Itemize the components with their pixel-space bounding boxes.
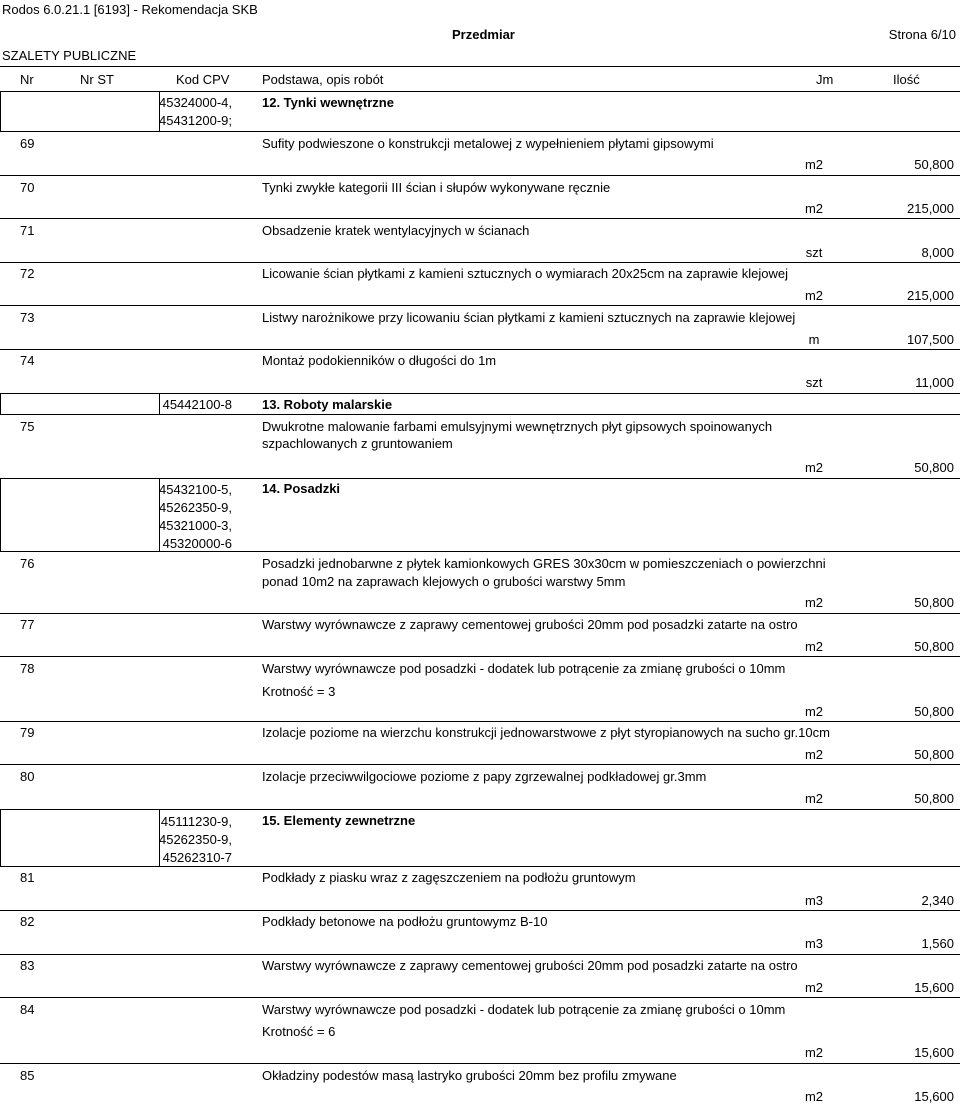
row-unit: m3 [804, 893, 824, 908]
row-description: Dwukrotne malowanie farbami emulsyjnymi wewnętrznych płyt gipsowych spoinowanych [262, 419, 773, 434]
cpv-code: 45262350-9, [158, 832, 232, 847]
row-description: Okładziny podestów masą lastryko grubości 20mm bez profilu zmywane [262, 1068, 677, 1083]
cpv-code: 45262310-7 [162, 850, 232, 865]
col-nr: Nr [20, 72, 34, 87]
row-quantity: 8,000 [921, 245, 954, 260]
row-unit: m2 [804, 791, 824, 806]
row-unit: m2 [804, 980, 824, 995]
row-description: Warstwy wyrównawcze z zaprawy cementowej grubości 20mm pod posadzki zatarte na ostro [262, 958, 798, 973]
group-blank-cell [0, 809, 160, 867]
row-quantity: 50,800 [914, 639, 954, 654]
group-title: 14. Posadzki [262, 481, 341, 496]
row-number: 83 [20, 958, 35, 973]
row-description: Listwy narożnikowe przy licowaniu ścian płytkami z kamieni sztucznych na zaprawie klejowej [262, 310, 796, 325]
row-number: 75 [20, 419, 35, 434]
row-quantity: 215,000 [907, 288, 954, 303]
row-description: szpachlowanych z gruntowaniem [262, 436, 453, 451]
row-unit: m2 [804, 747, 824, 762]
group-blank-cell [0, 393, 160, 415]
row-quantity: 15,600 [914, 980, 954, 995]
group-title: 12. Tynki wewnętrzne [262, 95, 394, 110]
row-description: Podkłady z piasku wraz z zagęszczeniem na podłożu gruntowym [262, 870, 636, 885]
cpv-code: 45111230-9, [160, 814, 232, 829]
col-kod-cpv: Kod CPV [176, 72, 230, 87]
row-quantity: 50,800 [914, 704, 954, 719]
row-unit: m2 [804, 288, 824, 303]
row-number: 77 [20, 617, 35, 632]
row-unit: szt [805, 375, 823, 390]
row-unit: m [808, 332, 820, 347]
row-description: Tynki zwykłe kategorii III ścian i słupów wykonywane ręcznie [262, 180, 611, 195]
group-blank-cell [0, 91, 160, 132]
row-description: Montaż podokienników o długości do 1m [262, 353, 497, 368]
row-unit: m2 [804, 704, 824, 719]
row-quantity: 50,800 [914, 747, 954, 762]
row-number: 82 [20, 914, 35, 929]
row-number: 76 [20, 556, 35, 571]
row-quantity: 1,560 [921, 936, 954, 951]
row-number: 70 [20, 180, 35, 195]
row-unit: m2 [804, 1045, 824, 1060]
row-quantity: 15,600 [914, 1045, 954, 1060]
row-multiplier: Krotność = 6 [262, 1024, 336, 1039]
row-quantity: 50,800 [914, 460, 954, 475]
row-description: Warstwy wyrównawcze pod posadzki - dodatek lub potrącenie za zmianę grubości o 10mm [262, 1002, 786, 1017]
row-quantity: 50,800 [914, 595, 954, 610]
cpv-code: 45321000-3, [158, 518, 232, 533]
col-jm: Jm [816, 72, 834, 87]
row-unit: m2 [804, 157, 824, 172]
cpv-code: 45432100-5, [158, 482, 232, 497]
row-quantity: 215,000 [907, 201, 954, 216]
row-description: Posadzki jednobarwne z płytek kamionkowych GRES 30x30cm w pomieszczeniach o powierzchni [262, 556, 826, 571]
row-number: 71 [20, 223, 35, 238]
row-description: ponad 10m2 na zaprawach klejowych o grubości warstwy 5mm [262, 574, 626, 589]
row-description: Podkłady betonowe na podłożu gruntowymz B-10 [262, 914, 548, 929]
doc-title: Przedmiar [452, 27, 515, 42]
row-unit: m2 [804, 460, 824, 475]
row-multiplier: Krotność = 3 [262, 684, 336, 699]
row-number: 78 [20, 661, 35, 676]
row-unit: m2 [804, 201, 824, 216]
col-nr-st: Nr ST [80, 72, 114, 87]
cpv-code: 45431200-9; [158, 113, 232, 128]
row-number: 74 [20, 353, 35, 368]
row-quantity: 107,500 [907, 332, 954, 347]
row-number: 81 [20, 870, 35, 885]
row-unit: m2 [804, 639, 824, 654]
cpv-code: 45262350-9, [158, 500, 232, 515]
cpv-code: 45320000-6 [162, 536, 232, 551]
row-description: Obsadzenie kratek wentylacyjnych w ścianach [262, 223, 530, 238]
row-number: 72 [20, 266, 35, 281]
group-title: 13. Roboty malarskie [262, 397, 393, 412]
row-number: 85 [20, 1068, 35, 1083]
cpv-code: 45324000-4, [158, 95, 232, 110]
row-quantity: 50,800 [914, 791, 954, 806]
group-title: 15. Elementy zewnetrzne [262, 813, 416, 828]
row-number: 73 [20, 310, 35, 325]
row-number: 80 [20, 769, 35, 784]
row-quantity: 15,600 [914, 1089, 954, 1104]
row-description: Licowanie ścian płytkami z kamieni sztucznych o wymiarach 20x25cm na zaprawie klejowej [262, 266, 788, 281]
row-unit: m3 [804, 936, 824, 951]
row-quantity: 2,340 [921, 893, 954, 908]
row-number: 84 [20, 1002, 35, 1017]
group-blank-cell [0, 478, 160, 552]
col-podstawa: Podstawa, opis robót [262, 72, 384, 87]
row-description: Warstwy wyrównawcze z zaprawy cementowej grubości 20mm pod posadzki zatarte na ostro [262, 617, 798, 632]
row-quantity: 11,000 [915, 375, 954, 390]
cpv-code: 45442100-8 [162, 397, 232, 412]
row-number: 69 [20, 136, 35, 151]
app-title: Rodos 6.0.21.1 [6193] - Rekomendacja SKB [2, 2, 258, 17]
row-quantity: 50,800 [914, 157, 954, 172]
row-unit: m2 [804, 595, 824, 610]
col-ilosc: Ilość [893, 72, 920, 87]
row-description: Sufity podwieszone o konstrukcji metalowej z wypełnieniem płytami gipsowymi [262, 136, 714, 151]
row-unit: szt [805, 245, 823, 260]
row-description: Izolacje poziome na wierzchu konstrukcji jednowarstwowe z płyt styropianowych na sucho gr.10cm [262, 725, 830, 740]
page-indicator: Strona 6/10 [888, 27, 956, 42]
row-description: Izolacje przeciwwilgociowe poziome z papy zgrzewalnej podkładowej gr.3mm [262, 769, 707, 784]
section-title: SZALETY PUBLICZNE [2, 48, 137, 63]
row-description: Warstwy wyrównawcze pod posadzki - dodatek lub potrącenie za zmianę grubości o 10mm [262, 661, 786, 676]
row-unit: m2 [804, 1089, 824, 1104]
row-number: 79 [20, 725, 35, 740]
